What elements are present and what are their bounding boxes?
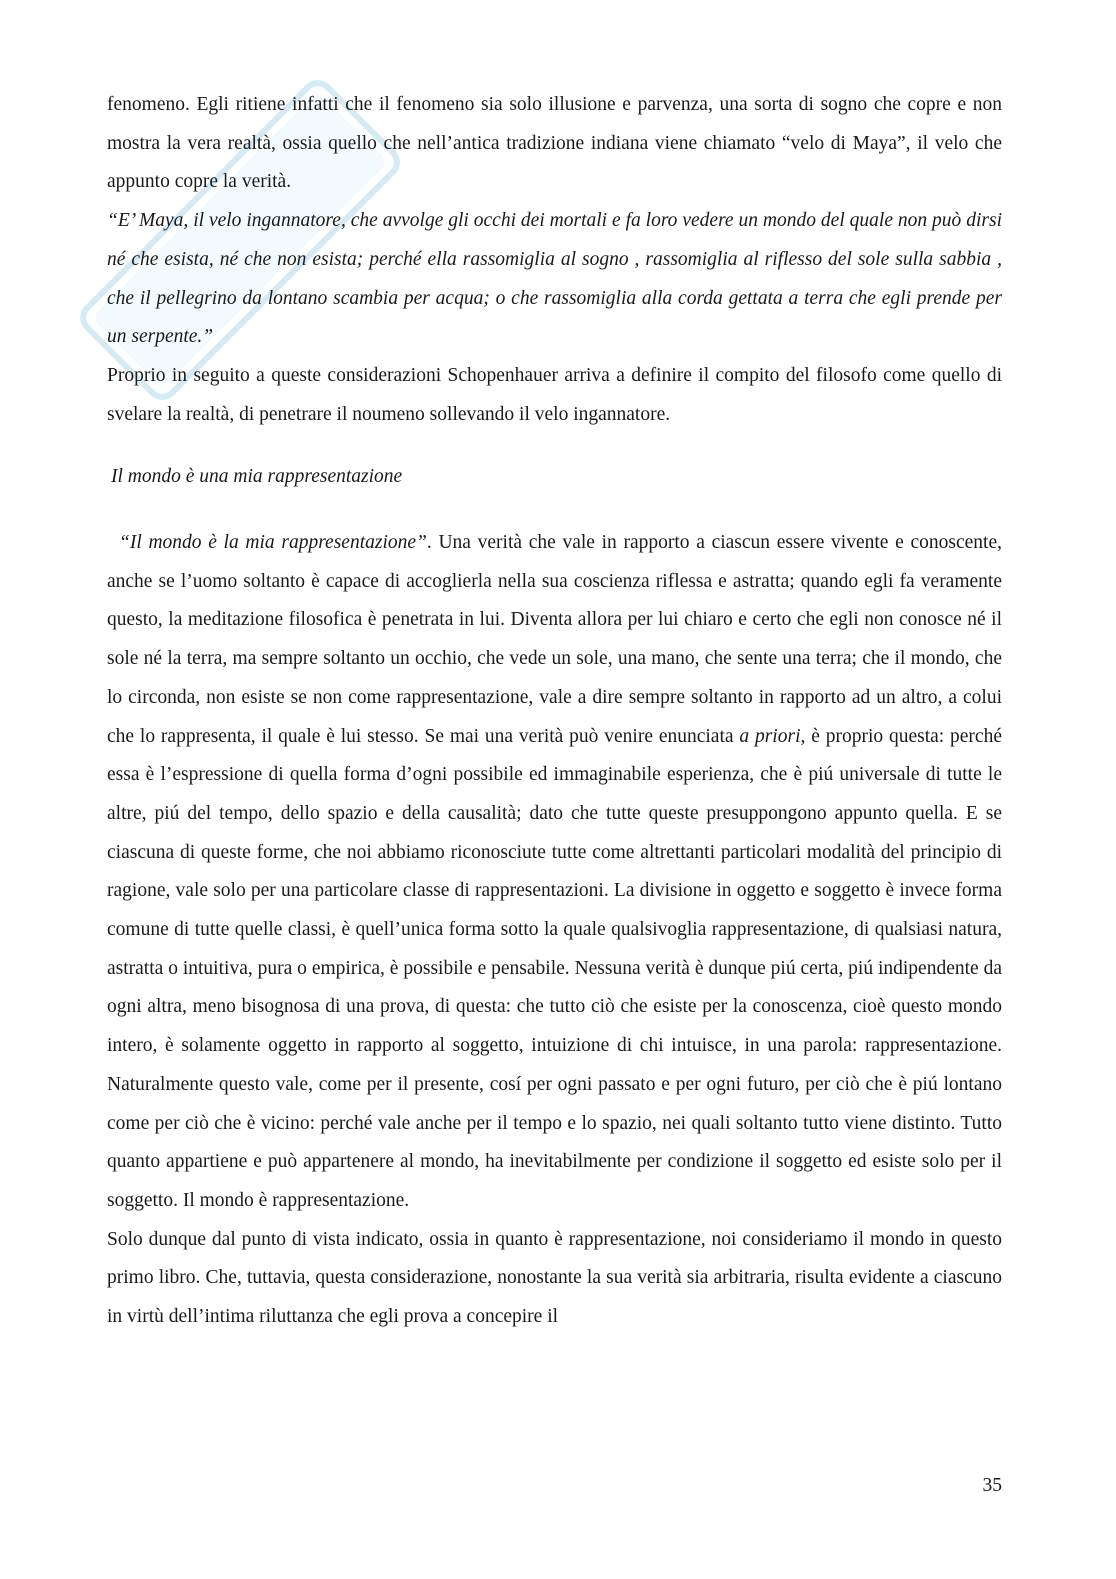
quote-title: “Il mondo è la mia rappresentazione” bbox=[119, 532, 427, 553]
section-paragraph-1 bbox=[107, 524, 1002, 1221]
a-priori-term: a priori bbox=[739, 725, 801, 747]
section-body bbox=[107, 524, 1002, 1337]
section-paragraph-2: Solo dunque dal punto di vista indicato, ossia in quanto è rappresentazione, noi consideriamo il mondo in questo primo libro. Che, tuttavia, questa considerazione, nonostante la sua verità sia arbitraria, risulta evidente a ciascuno in virtù dell’intima riluttanza che egli prova a concepire il bbox=[107, 1228, 1002, 1328]
intro-paragraph: fenomeno. Egli ritiene infatti che il fenomeno sia solo illusione e parvenza, una sorta di sogno che copre e non mostra la vera realtà, ossia quello che nell’antica tradizione indiana viene chiamato “velo di Maya”, il velo che appunto copre la verità. bbox=[107, 94, 1002, 193]
section-heading: Il mondo è una mia rappresentazione bbox=[111, 466, 403, 487]
intro-conclusion-paragraph: Proprio in seguito a queste considerazioni Schopenhauer arriva a definire il compito del filosofo come quello di svelare la realtà, di penetrare il noumeno sollevando il velo ingannatore. bbox=[107, 364, 1002, 425]
paragraph-text-b: , è proprio questa: perché essa è l’espressione di quella forma d’ogni possibile ed immaginabile esperienza, che è piú universale di tutte le altre, piú del tempo, dello spazio e della causalità; dato che tutte queste presuppongono appunto quella. E se ciascuna di queste forme, che noi abbiamo riconosciute tutte come altrettanti particolari modalità del principio di ragione, vale solo per una particolare classe di rappresentazioni. La divisione in oggetto e soggetto è invece forma comune di tutte quelle classi, è quell’unica forma sotto la quale qualsivoglia rappresentazione, di qualsiasi natura, astratta o intuitiva, pura o empirica, è possibile e pensabile. Nessuna verità è dunque piú certa, piú indipendente da ogni altra, meno bisognosa di una prova, di questa: che tutto ciò che esiste per la conoscenza, cioè questo mondo intero, è solamente oggetto in rapporto al soggetto, intuizione di chi intuisce, in una parola: rappresentazione. Naturalmente questo vale, come per il presente, cosí per ogni passato e per ogni futuro, per ciò che è piú lontano come per ciò che è vicino: perché vale anche per il tempo e lo spazio, nei quali soltanto tutto viene distinto. Tutto quanto appartiene e può appartenere al mondo, ha inevitabilmente per condizione il soggetto ed esiste solo per il soggetto. Il mondo è rappresentazione. bbox=[107, 725, 1002, 1211]
section-heading-block bbox=[107, 458, 1002, 497]
paragraph-text-a: . Una verità che vale in rapporto a ciascun essere vivente e conoscente, anche se l’uomo soltanto è capace di accoglierla nella sua coscienza riflessa e astratta; quando egli fa veramente questo, la meditazione filosofica è penetrata in lui. Diventa allora per lui chiaro e certo che egli non conosce né il sole né la terra, ma sempre soltanto un occhio, che vede un sole, una mano, che sente una terra; che il mondo, che lo circonda, non esiste se non come rappresentazione, vale a dire sempre soltanto in rapporto ad un altro, a colui che lo rappresenta, il quale è lui stesso. Se mai una verità può venire enunciata bbox=[107, 532, 1002, 747]
maya-quote: “E’ Maya, il velo ingannatore, che avvolge gli occhi dei mortali e fa loro vedere un mondo del quale non può dirsi né che esista, né che non esista; perché ella rassomiglia al sogno , rassomiglia al riflesso del sole sulla sabbia , che il pellegrino da lontano scambia per acqua; o che rassomiglia alla corda gettata a terra che egli prende per un serpente.” bbox=[107, 210, 1002, 348]
intro-block bbox=[107, 86, 1002, 434]
page-number: 35 bbox=[982, 1475, 1002, 1496]
